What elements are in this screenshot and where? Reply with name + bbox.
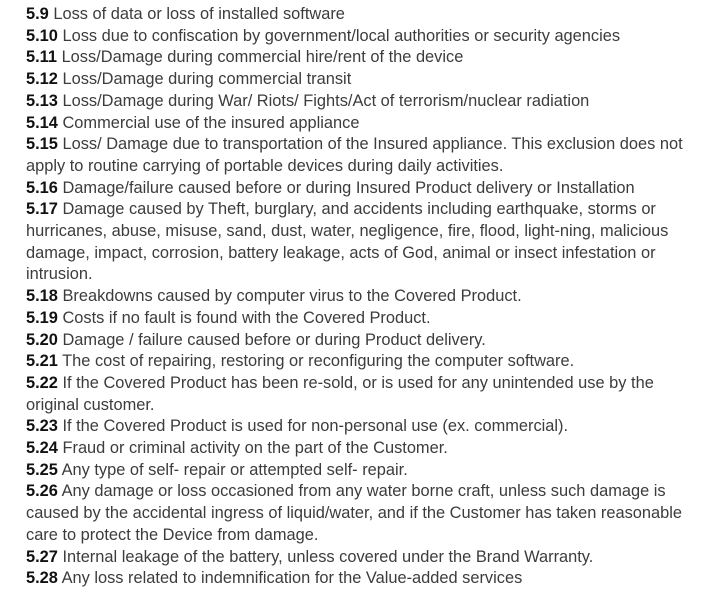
clause-number: 5.22	[26, 373, 58, 392]
clause-text: Loss/Damage during War/ Riots/ Fights/Act of terrorism/nuclear radiation	[62, 91, 590, 110]
clause-number: 5.18	[26, 287, 58, 306]
clause-number: 5.23	[26, 417, 58, 436]
clause-5-19	[26, 308, 696, 330]
clause-text: The cost of repairing, restoring or reconfiguring the computer software.	[62, 352, 575, 371]
clause-5-9	[26, 4, 696, 26]
clause-5-22	[26, 373, 696, 416]
clause-text: Internal leakage of the battery, unless covered under the Brand Warranty.	[62, 547, 594, 566]
clause-number: 5.27	[26, 547, 58, 566]
clause-text: Fraud or criminal activity on the part of the Customer.	[62, 439, 448, 458]
clause-number: 5.14	[26, 113, 58, 132]
exclusions-list	[26, 4, 696, 590]
clause-5-27	[26, 547, 696, 569]
clause-text: Costs if no fault is found with the Covered Product.	[62, 308, 431, 327]
clause-5-11	[26, 47, 696, 69]
clause-text: Any type of self- repair or attempted self- repair.	[61, 460, 408, 479]
clause-text: If the Covered Product has been re-sold, or is used for any unintended use by the original customer.	[26, 373, 654, 414]
clause-5-13	[26, 91, 696, 113]
clause-5-10	[26, 26, 696, 48]
clause-text: Loss/Damage during commercial hire/rent of the device	[61, 48, 464, 67]
clause-text: Any loss related to indemnification for the Value-added services	[61, 569, 523, 588]
clause-5-15	[26, 134, 696, 177]
clause-number: 5.16	[26, 178, 58, 197]
clause-5-26	[26, 481, 696, 546]
clause-text: If the Covered Product is used for non-personal use (ex. commercial).	[62, 417, 569, 436]
clause-number: 5.17	[26, 200, 58, 219]
clause-5-21	[26, 351, 696, 373]
clause-text: Any damage or loss occasioned from any water borne craft, unless such damage is caused by the accidental ingress of liquid/water, and if the Customer has taken reasonable care to protect the Device from damage.	[26, 482, 683, 544]
clause-number: 5.26	[26, 482, 58, 501]
clause-number: 5.21	[26, 352, 58, 371]
clause-text: Loss due to confiscation by government/local authorities or security agencies	[62, 26, 621, 45]
clause-number: 5.19	[26, 308, 58, 327]
clause-text: Loss/ Damage due to transportation of the Insured appliance. This exclusion does not apply to routine carrying of portable devices during daily activities.	[26, 135, 683, 175]
clause-5-24	[26, 438, 696, 460]
clause-text: Damage/failure caused before or during Insured Product delivery or Installation	[62, 178, 635, 197]
clause-number: 5.24	[26, 439, 58, 458]
clause-text: Loss of data or loss of installed software	[53, 5, 345, 23]
clause-text: Damage / failure caused before or during Product delivery.	[62, 330, 486, 349]
clause-number: 5.9	[26, 5, 49, 23]
clause-text: Breakdowns caused by computer virus to the Covered Product.	[62, 287, 522, 306]
clause-number: 5.12	[26, 70, 58, 89]
clause-5-23	[26, 416, 696, 438]
clause-5-16	[26, 178, 696, 200]
clause-number: 5.25	[26, 460, 58, 479]
clause-number: 5.13	[26, 91, 58, 110]
clause-5-28	[26, 568, 696, 590]
clause-number: 5.15	[26, 135, 58, 154]
clause-number: 5.11	[26, 48, 57, 67]
clause-number: 5.10	[26, 26, 58, 45]
clause-text: Commercial use of the insured appliance	[62, 113, 360, 132]
clause-5-14	[26, 113, 696, 135]
clause-number: 5.28	[26, 569, 58, 588]
clause-text: Loss/Damage during commercial transit	[62, 70, 352, 89]
clause-5-20	[26, 330, 696, 352]
clause-5-18	[26, 286, 696, 308]
clause-5-25	[26, 460, 696, 482]
clause-number: 5.20	[26, 330, 58, 349]
clause-5-17	[26, 199, 696, 286]
clause-text: Damage caused by Theft, burglary, and accidents including earthquake, storms or hurricanes, abuse, misuse, sand, dust, water, negligence, fire, flood, light-ning, malicious damage, impact, corrosion, battery leakage, acts of God, animal or insect infestation or intrusion.	[26, 200, 669, 284]
clause-5-12	[26, 69, 696, 91]
